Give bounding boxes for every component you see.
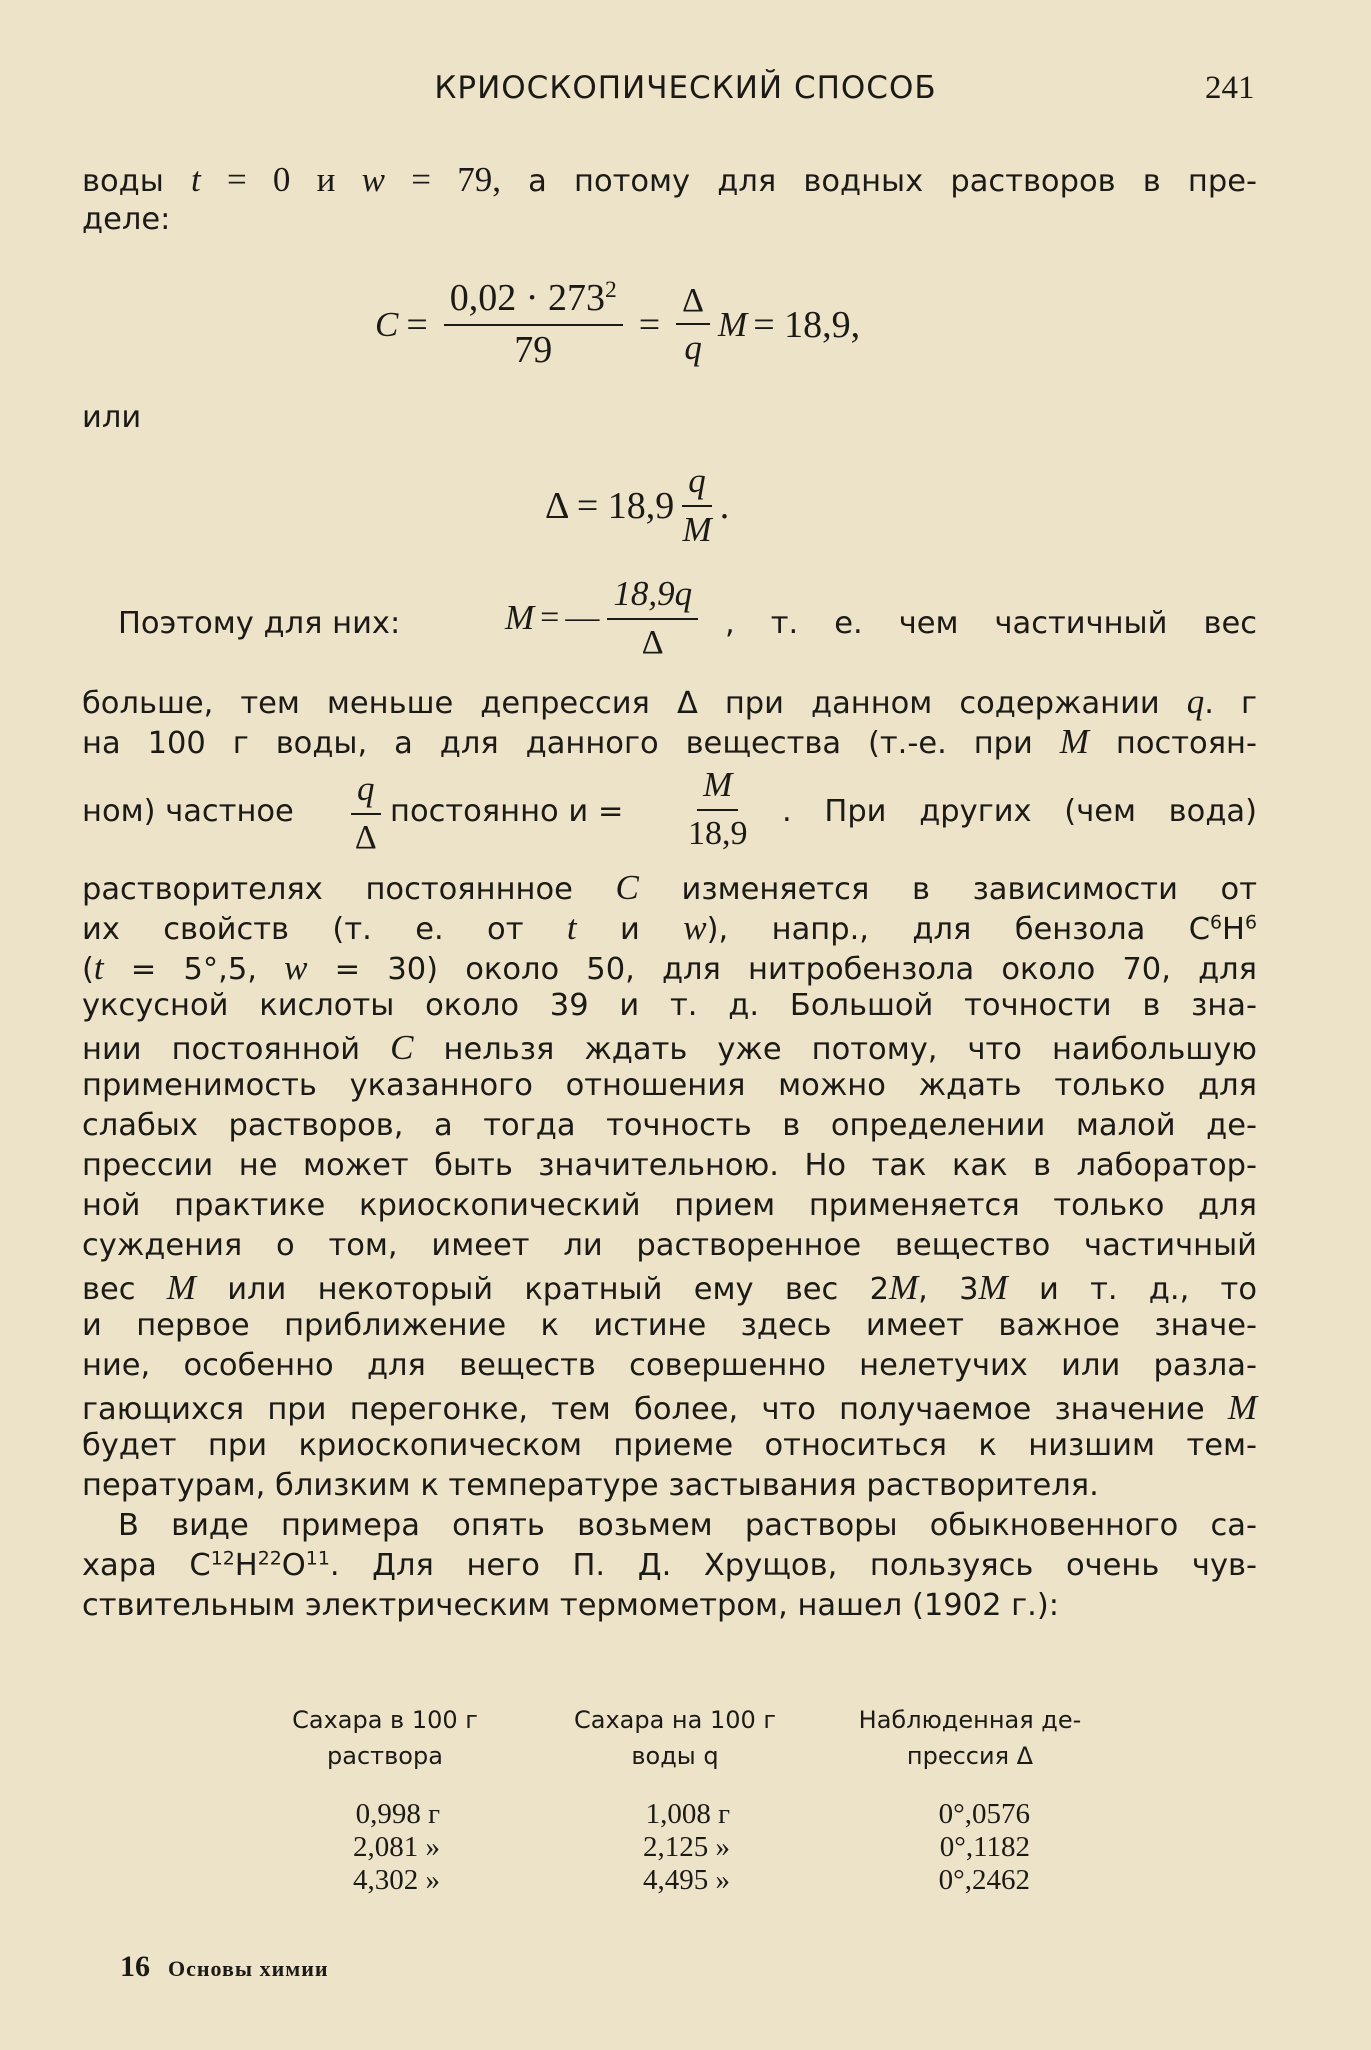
text-line: ной практике криоскопический прием применяется только для [82,1188,1257,1223]
formula-depression: Δ = 18,9 $\frac{q}{M}$ . [545,461,730,549]
fraction: $\frac{0,02 \cdot 273^2}{79}$ [444,278,623,372]
table-cell: 0°,0576 [938,1798,1030,1830]
text-line: ном) частное [82,794,294,829]
table-cell: 4,302 » [353,1864,440,1896]
table-cell: 0°,2462 [938,1864,1030,1896]
text-line: и первое приближение к истине здесь имеет важное значе- [82,1308,1257,1343]
text-line: или [82,400,142,435]
text-line: применимость указанного отношения можно ждать только для [82,1068,1257,1103]
text-line: ние, особенно для веществ совершенно нелетучих или разла- [82,1348,1257,1383]
text-line: будет при криоскопическом приеме относиться к низшим тем- [82,1428,1257,1463]
text-line: ствительным электрическим термометром, нашел (1902 г.): [82,1588,1060,1623]
text-line: вес M или некоторый кратный ему вес 2M, 3M и т. д., то [82,1268,1257,1307]
text-line: , т. е. чем частичный вес [725,606,1257,641]
text-line: деле: [82,202,171,237]
table-cell: 0°,1182 [939,1831,1030,1863]
fraction: $\frac{q}{\Delta}$ [351,770,381,856]
text-line: воды t = 0 и w = 79, а потому для водных растворов в пре- [82,160,1257,199]
text-line: нии постоянной C нельзя ждать уже потому, что наибольшую [82,1028,1257,1067]
table-cell: 4,495 » [643,1864,730,1896]
fraction: $\frac{M}{18,9}$ [688,765,748,852]
formula-ratio-value [680,766,756,852]
text-line: их свойств (т. е. от t и w), напр., для бензола $C^6H^6$ [82,908,1257,947]
text-line: прессии не может быть значительною. Но так как в лаборатор- [82,1148,1257,1183]
text-line: В виде примера опять возьмем растворы обыкновенного са- [118,1508,1257,1543]
formula-constant-c: C = $\frac{0,02 \cdot 273^2}{79}$ = $\frac{\Delta}{q}$ M = 18,9, [375,277,861,371]
table-cell: 2,125 » [643,1831,730,1863]
text-line: . При других (чем вода) [782,794,1257,829]
formula-molecular-weight: M = — $\frac{18,9q}{\Delta}$ [505,575,706,661]
text-line: больше, тем меньше депрессия Δ при данном содержании q. г [82,682,1257,721]
table-header: Сахара в 100 г раствора [292,1706,478,1770]
text-line: хара $C^{12}H^{22}O^{11}$. Для него П. Д. Хрущов, пользуясь очень чув- [82,1547,1257,1583]
table-cell: 1,008 г [645,1798,730,1830]
fraction: $\frac{q}{M}$ [682,461,712,549]
signature-number: 16 [120,1950,150,1983]
text-line: на 100 г воды, а для данного вещества (т.-е. при M постоян- [82,722,1257,761]
text-line: Поэтому для них: [118,606,401,641]
signature-footer [120,1950,329,1984]
running-title: КРИОСКОПИЧЕСКИЙ СПОСОБ [434,70,937,106]
table-cell: 0,998 г [355,1798,440,1830]
text-line: (t = 5°,5, w = 30) около 50, для нитробензола около 70, для [82,948,1257,987]
text-line: растворителях постояннное C изменяется в зависимости от [82,868,1257,907]
text-line: уксусной кислоты около 39 и т. д. Большой точности в зна- [82,988,1257,1023]
text-line: пературам, близким к температуре застывания растворителя. [82,1468,1099,1503]
text-line: гающихся при перегонке, тем более, что получаемое значение M [82,1388,1257,1427]
page-number: 241 [1205,70,1255,106]
text-line: постоянно и = [390,794,624,829]
fraction: $\frac{\Delta}{q}$ [676,282,710,368]
table-header: Наблюденная де- прессия Δ [858,1706,1082,1770]
table-cell: 2,081 » [353,1831,440,1863]
text-line: слабых растворов, а тогда точность в определении малой де- [82,1108,1257,1143]
table-header: Сахара на 100 г воды q [573,1706,777,1770]
formula-ratio [343,770,389,856]
signature-text: Основы химии [168,1956,329,1981]
text-line: суждения о том, имеет ли растворенное вещество частичный [82,1228,1257,1263]
fraction: $\frac{18,9q}{\Delta}$ [607,575,698,661]
